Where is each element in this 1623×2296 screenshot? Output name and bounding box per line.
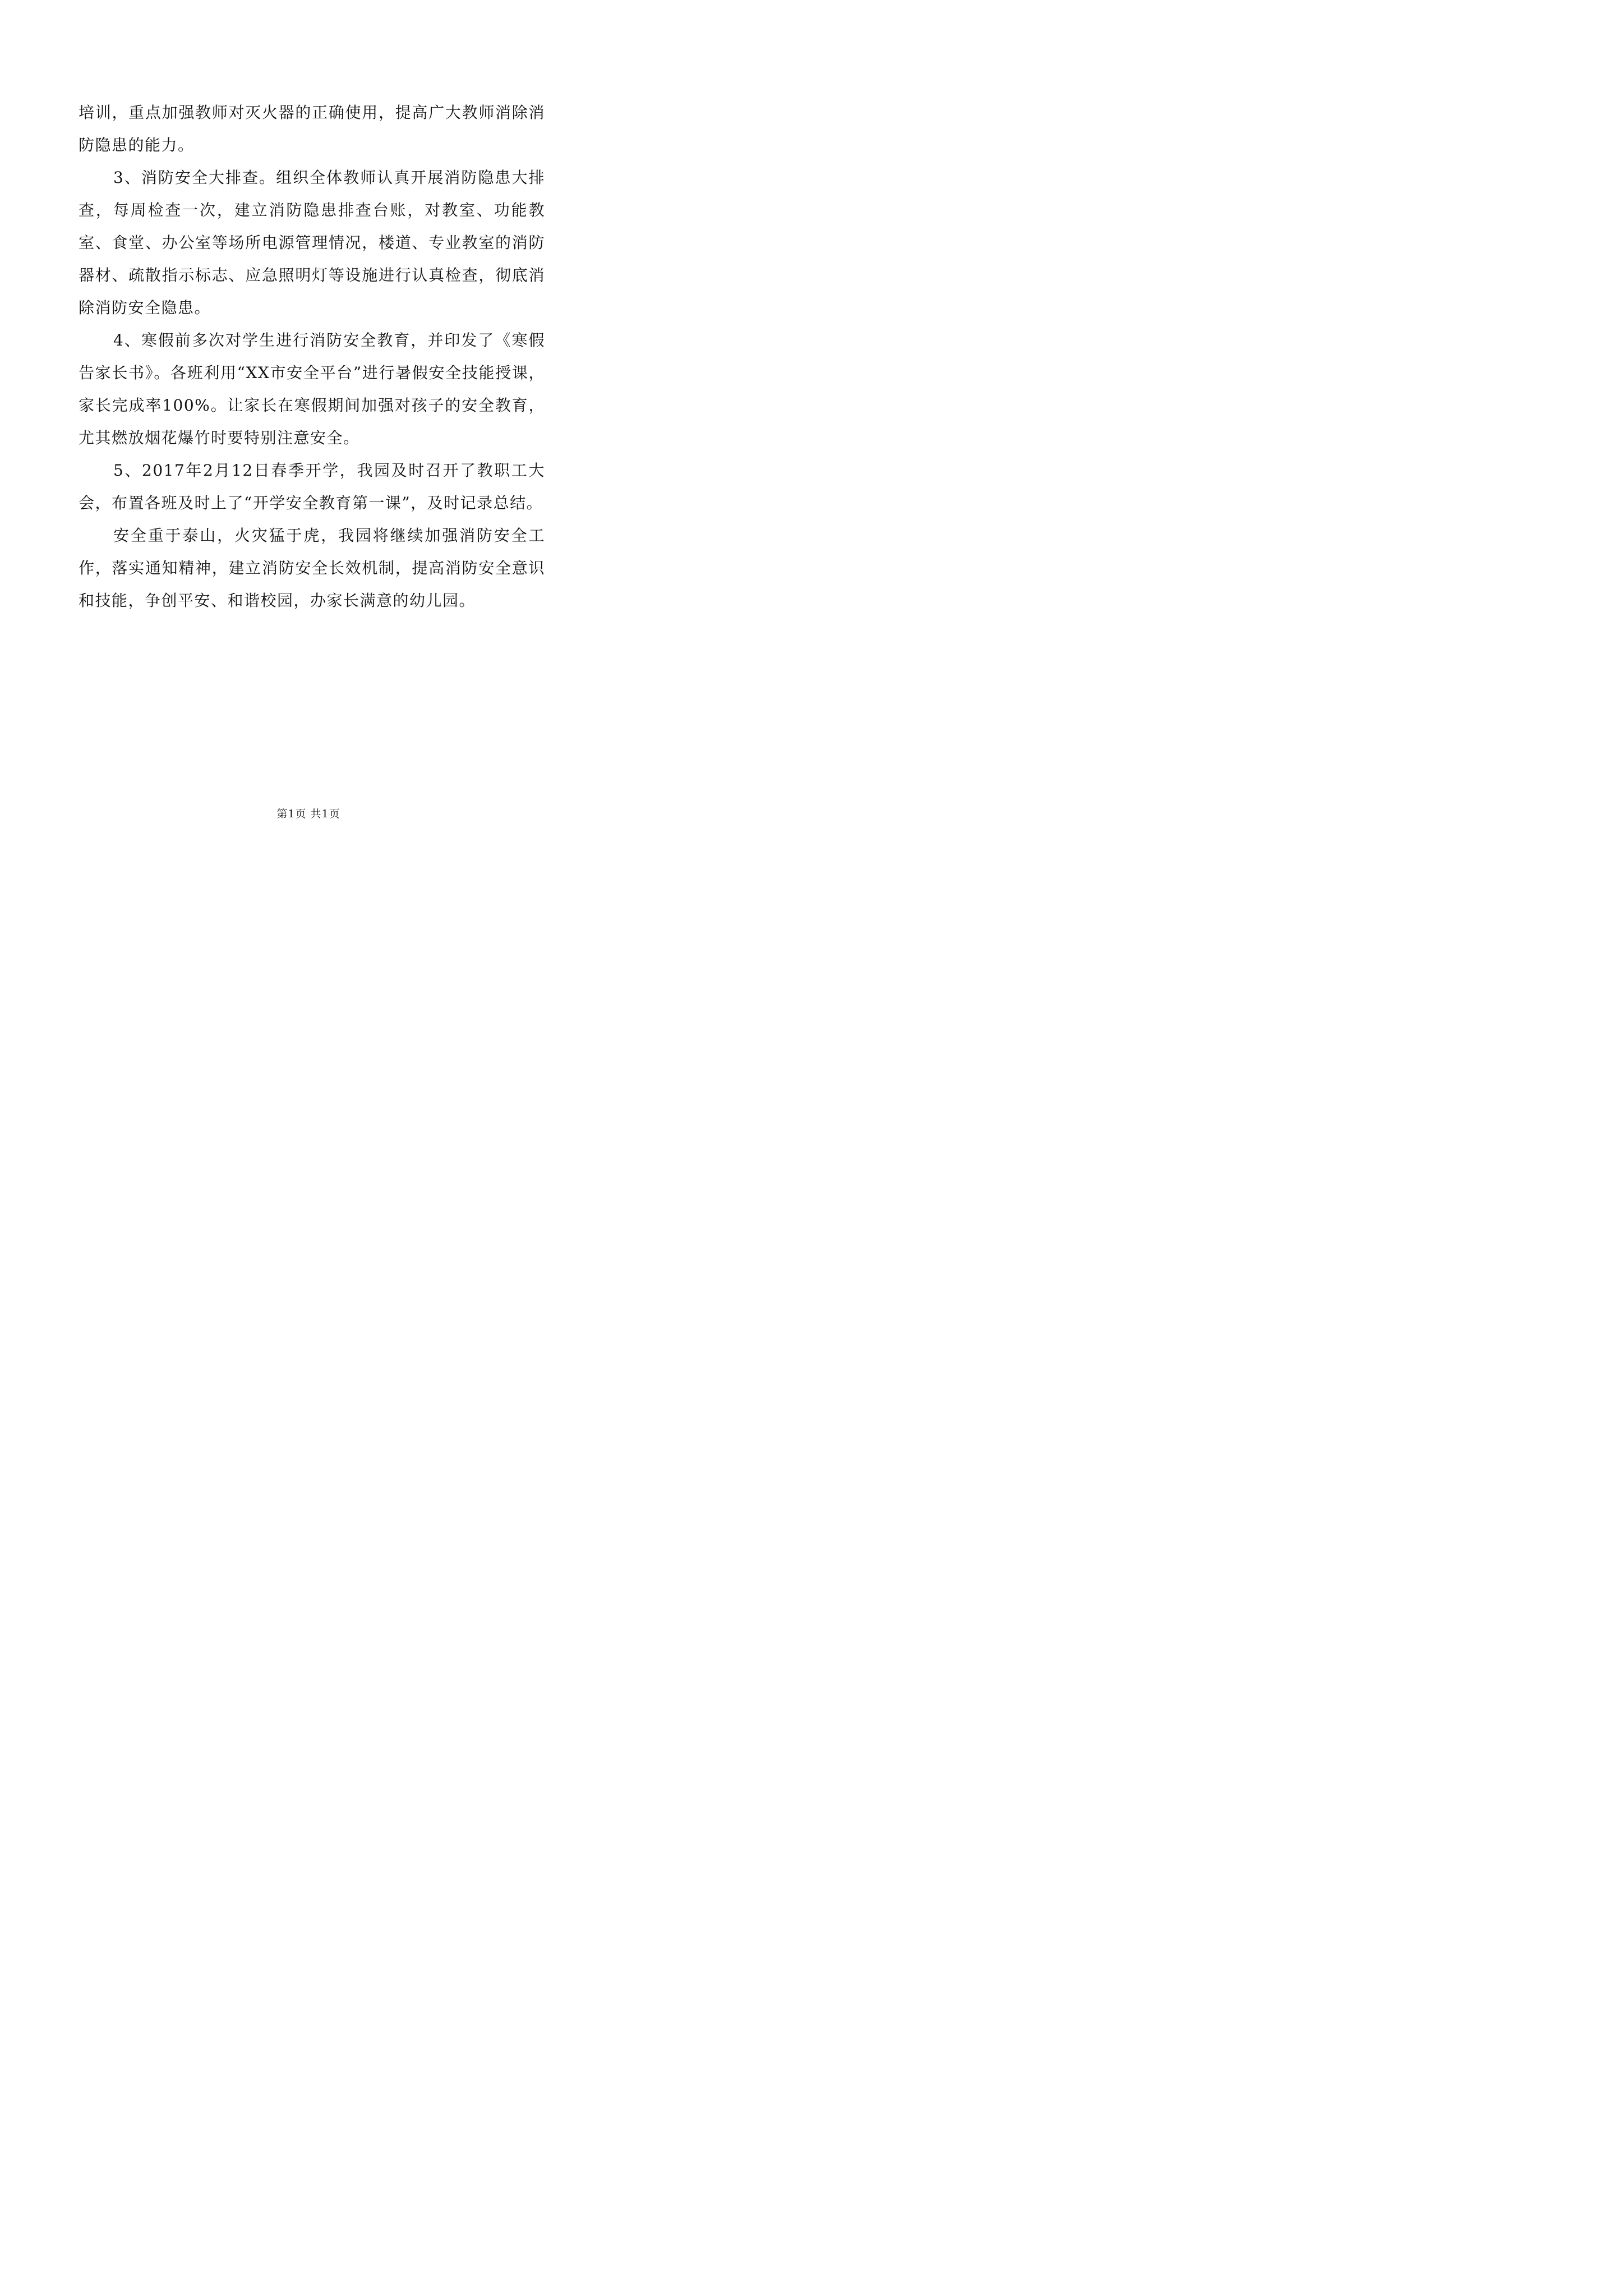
page-number-footer: 第1页 共1页 [276, 808, 340, 820]
document-page [0, 0, 617, 873]
document-body [79, 96, 545, 617]
paragraph-training: 培训，重点加强教师对灭火器的正确使用，提高广大教师消除消防隐患的能力。 [79, 103, 545, 154]
paragraph-school-opening: 5、2017年2月12日春季开学，我园及时召开了教职工大会，布置各班及时上了“开学安全教育第一课”，及时记录总结。 [79, 461, 545, 512]
paragraph-conclusion: 安全重于泰山，火灾猛于虎，我园将继续加强消防安全工作，落实通知精神，建立消防安全长效机制，提高消防安全意识和技能，争创平安、和谐校园，办家长满意的幼儿园。 [79, 526, 545, 610]
paragraph-inspection: 3、消防安全大排查。组织全体教师认真开展消防隐患大排查，每周检查一次，建立消防隐患排查台账，对教室、功能教室、食堂、办公室等场所电源管理情况，楼道、专业教室的消防器材、疏散指示标志、应急照明灯等设施进行认真检查，彻底消除消防安全隐患。 [79, 168, 545, 317]
paragraph-winter-break: 4、寒假前多次对学生进行消防安全教育，并印发了《寒假告家长书》。各班利用“XX市安全平台”进行暑假安全技能授课，家长完成率100%。让家长在寒假期间加强对孩子的安全教育，尤其燃放烟花爆竹时要特别注意安全。 [79, 331, 545, 447]
